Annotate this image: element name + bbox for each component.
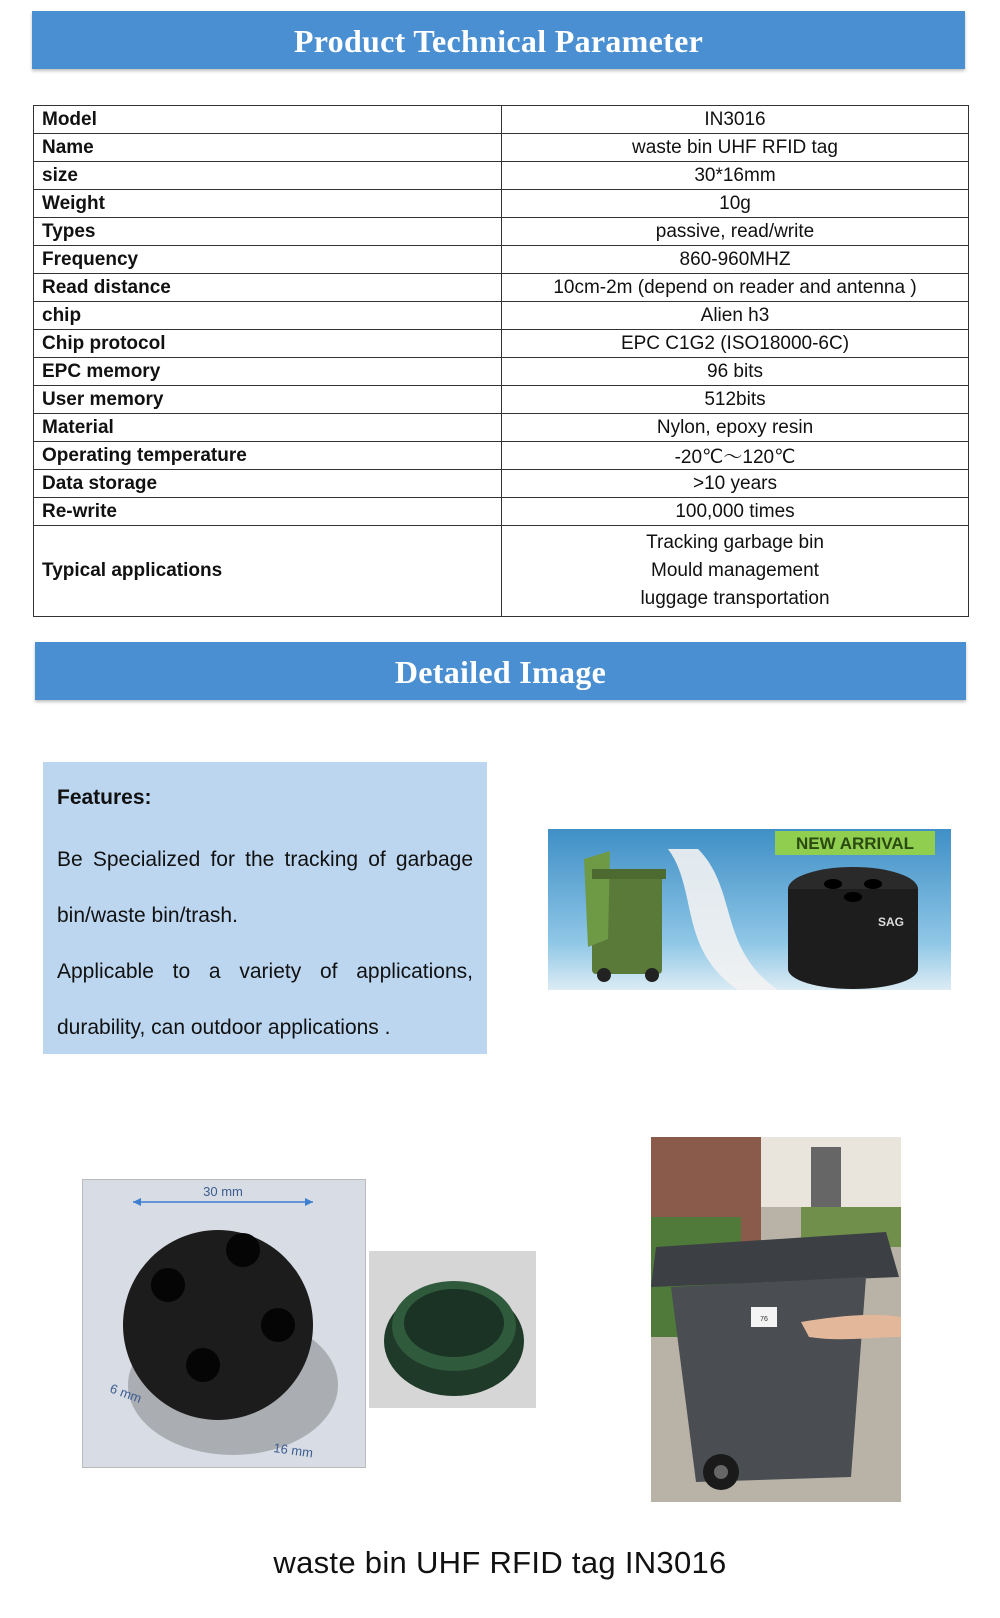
spec-value: 860-960MHZ xyxy=(502,246,969,274)
application-line: Mould management xyxy=(651,560,819,581)
green-tag-illustration xyxy=(369,1251,536,1408)
spec-value: 10cm-2m (depend on reader and antenna ) xyxy=(502,274,969,302)
spec-value: 96 bits xyxy=(502,358,969,386)
features-paragraph: Applicable to a variety of applications, durability, can outdoor applications . xyxy=(57,960,473,1039)
green-tag-photo xyxy=(369,1251,536,1408)
spec-row-read-distance xyxy=(34,274,969,302)
section-header-technical: Product Technical Parameter xyxy=(32,11,965,69)
spec-key: Data storage xyxy=(34,470,502,498)
application-line: Tracking garbage bin xyxy=(646,532,824,553)
spec-key: Material xyxy=(34,414,502,442)
tag-dimension-illustration xyxy=(83,1180,365,1467)
spec-value: passive, read/write xyxy=(502,218,969,246)
bin-label-number: 76 xyxy=(760,1316,768,1323)
spec-row-user-memory xyxy=(34,386,969,414)
spec-key: Weight xyxy=(34,190,502,218)
spec-value: -20℃～120℃ xyxy=(502,442,969,470)
spec-value: EPC C1G2 (ISO18000-6C) xyxy=(502,330,969,358)
spec-key: chip xyxy=(34,302,502,330)
spec-key: Typical applications xyxy=(34,526,502,617)
spec-row-size xyxy=(34,162,969,190)
spec-row-operating-temperature xyxy=(34,442,969,470)
features-box xyxy=(43,762,487,1054)
spec-row-epc-memory xyxy=(34,358,969,386)
tag-dimension-photo xyxy=(82,1179,366,1468)
spec-value: 10g xyxy=(502,190,969,218)
spec-key: Read distance xyxy=(34,274,502,302)
spec-key: Re-write xyxy=(34,498,502,526)
spec-value-multiline xyxy=(502,526,969,617)
trash-bin-illustration xyxy=(651,1137,901,1502)
spec-row-weight xyxy=(34,190,969,218)
new-arrival-banner-image xyxy=(548,829,951,990)
spec-value: Nylon, epoxy resin xyxy=(502,414,969,442)
product-caption: waste bin UHF RFID tag IN3016 xyxy=(273,1545,727,1580)
spec-value: 512bits xyxy=(502,386,969,414)
spec-key: Name xyxy=(34,134,502,162)
dimension-height-label: 16 mm xyxy=(272,1440,315,1461)
spec-table xyxy=(33,105,969,617)
spec-key: Chip protocol xyxy=(34,330,502,358)
spec-row-material xyxy=(34,414,969,442)
spec-key: EPC memory xyxy=(34,358,502,386)
spec-row-types xyxy=(34,218,969,246)
new-arrival-badge: NEW ARRIVAL xyxy=(795,834,915,853)
spec-value: 100,000 times xyxy=(502,498,969,526)
section-header-detailed-image: Detailed Image xyxy=(35,642,966,700)
spec-row-frequency xyxy=(34,246,969,274)
new-arrival-illustration xyxy=(548,829,951,990)
spec-key: Operating temperature xyxy=(34,442,502,470)
spec-key: Model xyxy=(34,106,502,134)
spec-value: waste bin UHF RFID tag xyxy=(502,134,969,162)
dimension-width-label: 30 mm xyxy=(203,1184,243,1199)
spec-key: size xyxy=(34,162,502,190)
application-line: luggage transportation xyxy=(640,588,830,609)
spec-value: IN3016 xyxy=(502,106,969,134)
spec-value: Alien h3 xyxy=(502,302,969,330)
spec-row-data-storage xyxy=(34,470,969,498)
spec-key: User memory xyxy=(34,386,502,414)
spec-row-model xyxy=(34,106,969,134)
spec-row-re-write xyxy=(34,498,969,526)
spec-row-chip-protocol xyxy=(34,330,969,358)
spec-key: Types xyxy=(34,218,502,246)
spec-row-chip xyxy=(34,302,969,330)
trash-bin-photo xyxy=(651,1137,901,1502)
spec-value: >10 years xyxy=(502,470,969,498)
spec-row-name xyxy=(34,134,969,162)
brand-text: SAG xyxy=(878,915,905,929)
spec-value: 30*16mm xyxy=(502,162,969,190)
spec-row-typical-applications xyxy=(34,526,969,617)
features-paragraph: Be Specialized for the tracking of garbage bin/waste bin/trash. xyxy=(57,848,473,927)
dimension-depth-label: 6 mm xyxy=(107,1380,144,1406)
spec-key: Frequency xyxy=(34,246,502,274)
features-title: Features: xyxy=(57,786,152,809)
